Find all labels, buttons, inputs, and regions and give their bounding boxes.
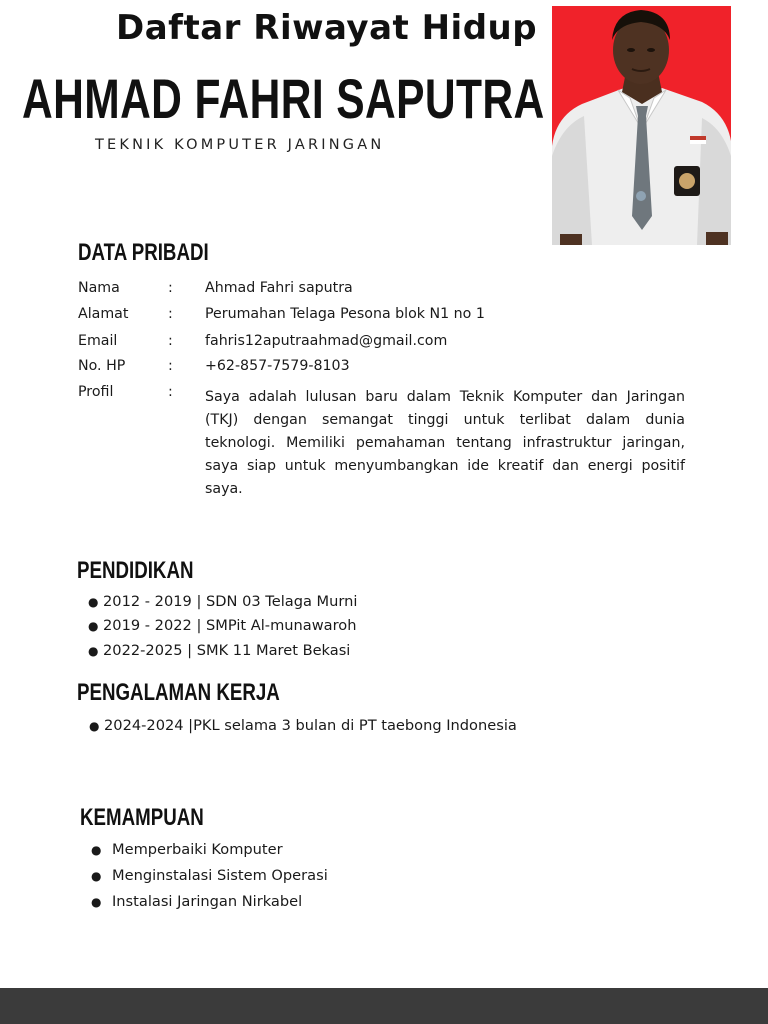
bullet-icon: ●: [88, 595, 99, 609]
info-label-nama: Nama: [78, 280, 120, 296]
info-value-alamat: Perumahan Telaga Pesona blok N1 no 1: [205, 306, 485, 322]
info-value-email: fahris12aputraahmad@gmail.com: [205, 333, 448, 349]
info-label-email: Email: [78, 333, 118, 349]
education-item-text: 2022-2025 | SMK 11 Maret Bekasi: [103, 642, 351, 659]
info-label-phone: No. HP: [78, 358, 126, 374]
info-value-nama: Ahmad Fahri saputra: [205, 280, 353, 296]
education-item-text: 2019 - 2022 | SMPit Al-munawaroh: [103, 617, 357, 634]
person-name: AHMAD FAHRI SAPUTRA: [22, 67, 545, 130]
bullet-icon: ●: [88, 619, 99, 633]
bullet-icon: ●: [91, 843, 102, 857]
section-title-education: PENDIDIKAN: [77, 557, 194, 584]
bullet-icon: ●: [91, 869, 102, 883]
skill-item-text: Memperbaiki Komputer: [112, 841, 283, 858]
info-separator: :: [168, 333, 173, 349]
experience-item-text: 2024-2024 |PKL selama 3 bulan di PT taebong Indonesia: [104, 717, 517, 734]
person-role: TEKNIK KOMPUTER JARINGAN: [95, 137, 385, 153]
section-title-personal: DATA PRIBADI: [78, 239, 209, 266]
bullet-icon: ●: [89, 719, 100, 733]
section-title-skills: KEMAMPUAN: [80, 804, 204, 831]
info-separator: :: [168, 358, 173, 374]
education-item-text: 2012 - 2019 | SDN 03 Telaga Murni: [103, 593, 358, 610]
bullet-icon: ●: [91, 895, 102, 909]
profile-summary: Saya adalah lulusan baru dalam Teknik Komputer dan Jaringan (TKJ) dengan semangat tinggi untuk terlibat dalam dunia teknologi. Memiliki pemahaman tentang infrastruktur jaringan, saya siap untuk menyumbangkan ide kreatif dan energi positif saya.: [205, 389, 685, 497]
footer-bar: [0, 988, 768, 1024]
info-separator: :: [168, 280, 173, 296]
document-title: Daftar Riwayat Hidup: [116, 8, 538, 48]
info-separator: :: [168, 384, 173, 400]
profile-photo: [552, 6, 731, 245]
info-separator: :: [168, 306, 173, 322]
info-label-alamat: Alamat: [78, 306, 129, 322]
skill-item-text: Instalasi Jaringan Nirkabel: [112, 893, 303, 910]
profile-photo-illustration: [552, 6, 731, 245]
bullet-icon: ●: [88, 644, 99, 658]
section-title-experience: PENGALAMAN KERJA: [77, 679, 280, 706]
info-label-profil: Profil: [78, 384, 114, 400]
info-value-phone: +62-857-7579-8103: [205, 358, 350, 374]
skill-item-text: Menginstalasi Sistem Operasi: [112, 867, 328, 884]
